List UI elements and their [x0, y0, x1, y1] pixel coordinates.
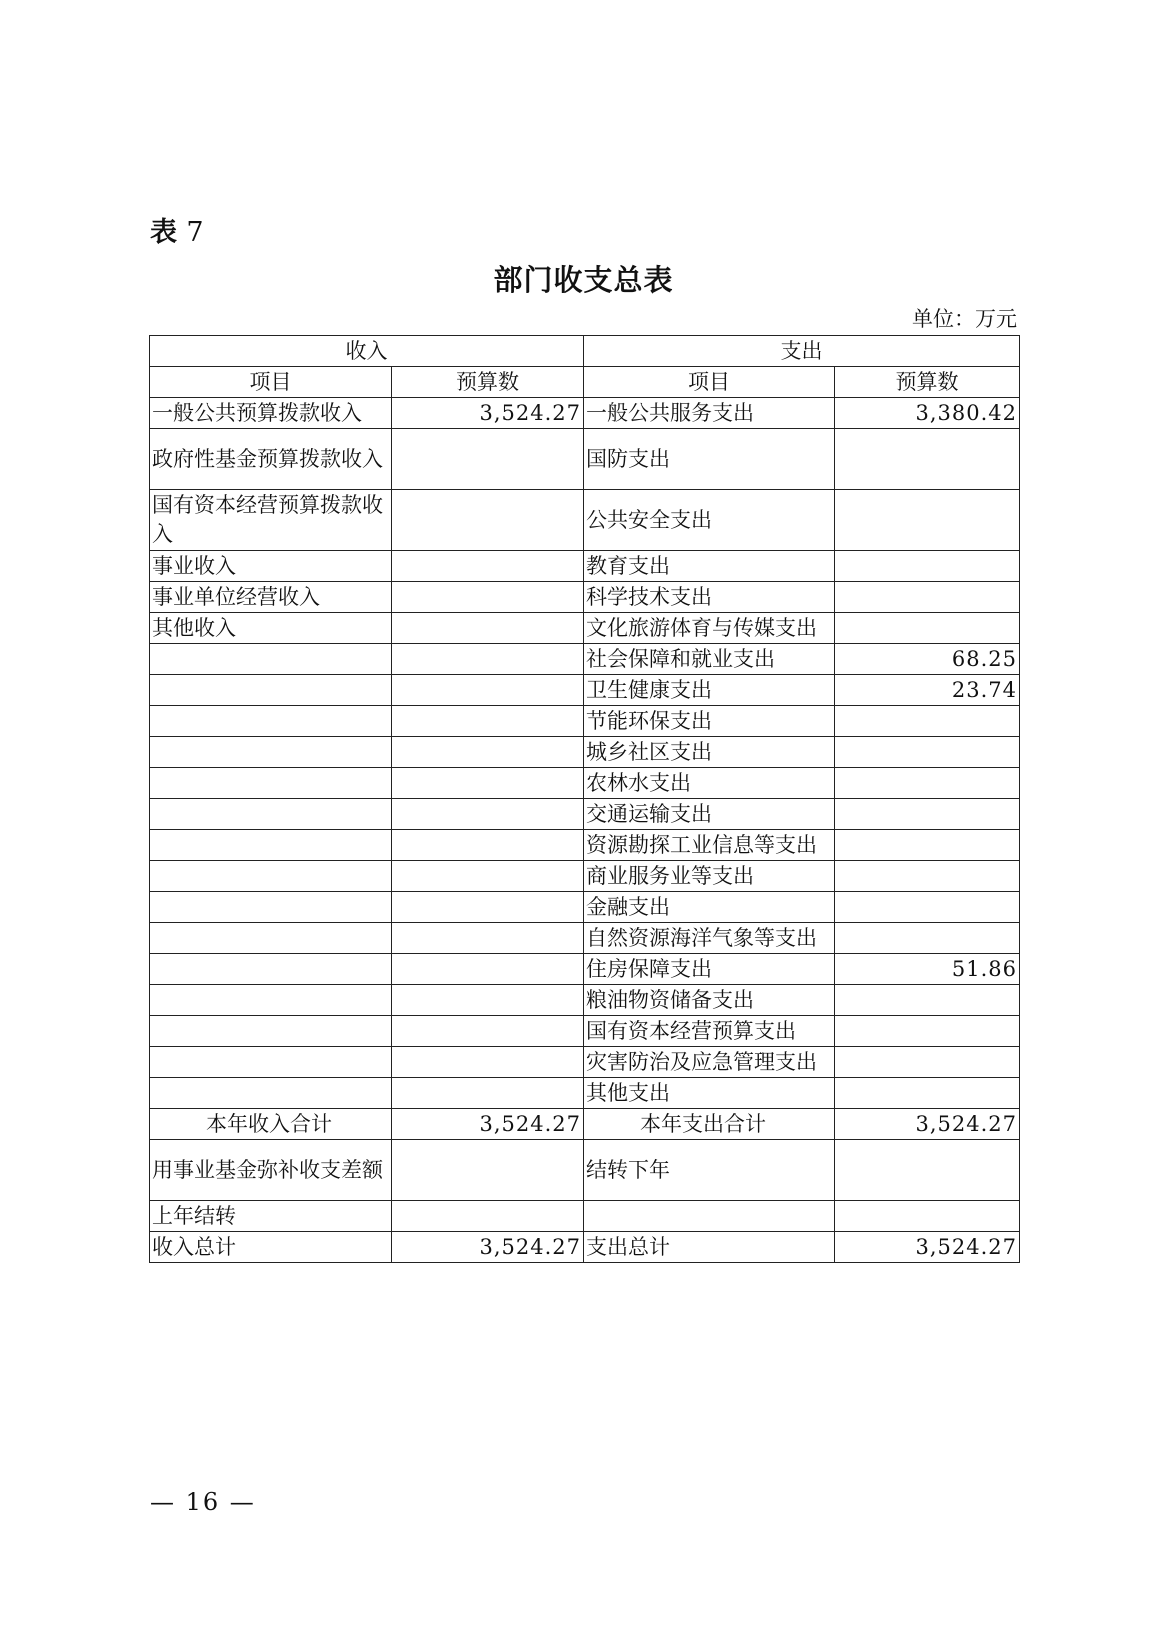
- expense-value: [835, 706, 1020, 737]
- table-row: [150, 1140, 1020, 1201]
- expense-value: [835, 923, 1020, 954]
- expense-value: 68.25: [835, 644, 1020, 675]
- expense-value: [835, 613, 1020, 644]
- income-item: [150, 861, 392, 892]
- table-row: [150, 1047, 1020, 1078]
- expense-subtotal-value: 3,524.27: [835, 1109, 1020, 1140]
- expense-value: [835, 1078, 1020, 1109]
- income-value: [392, 985, 584, 1016]
- income-value: [392, 1201, 584, 1232]
- income-item: [150, 1016, 392, 1047]
- expense-value: [835, 737, 1020, 768]
- expense-item: 住房保障支出: [584, 954, 835, 985]
- income-value: [392, 706, 584, 737]
- expense-value: [835, 830, 1020, 861]
- table-row: [150, 799, 1020, 830]
- income-value: [392, 892, 584, 923]
- table-row: [150, 551, 1020, 582]
- budget-table: [149, 335, 1020, 1263]
- income-item: [150, 985, 392, 1016]
- table-row: [150, 644, 1020, 675]
- expense-value: [835, 1201, 1020, 1232]
- expense-value: [835, 985, 1020, 1016]
- expense-item: 交通运输支出: [584, 799, 835, 830]
- table-row: [150, 1078, 1020, 1109]
- expense-item: 国有资本经营预算支出: [584, 1016, 835, 1047]
- income-total-value: 3,524.27: [392, 1232, 584, 1263]
- income-item: [150, 954, 392, 985]
- table-row: [150, 1016, 1020, 1047]
- table-row: [150, 830, 1020, 861]
- table-number: 7: [186, 217, 204, 248]
- expense-header: 支出: [584, 336, 1020, 367]
- income-value: [392, 1016, 584, 1047]
- income-item: 事业单位经营收入: [150, 582, 392, 613]
- income-value: [392, 737, 584, 768]
- expense-item: 公共安全支出: [584, 490, 835, 551]
- table-row: [150, 429, 1020, 490]
- expense-value: [835, 551, 1020, 582]
- expense-item: 金融支出: [584, 892, 835, 923]
- total-row: [150, 1232, 1020, 1263]
- table-row: [150, 1201, 1020, 1232]
- expense-item: 社会保障和就业支出: [584, 644, 835, 675]
- income-item: [150, 923, 392, 954]
- income-item: 国有资本经营预算拨款收入: [150, 490, 392, 551]
- income-value: [392, 490, 584, 551]
- page-title: 部门收支总表: [493, 263, 674, 297]
- expense-value: 51.86: [835, 954, 1020, 985]
- expense-item: 国防支出: [584, 429, 835, 490]
- income-budget-header: 预算数: [392, 367, 584, 398]
- income-value: [392, 768, 584, 799]
- table-row: [150, 923, 1020, 954]
- expense-item: 自然资源海洋气象等支出: [584, 923, 835, 954]
- income-item: [150, 830, 392, 861]
- income-value: [392, 582, 584, 613]
- income-item-header: 项目: [150, 367, 392, 398]
- expense-value: [835, 799, 1020, 830]
- expense-item: 粮油物资储备支出: [584, 985, 835, 1016]
- income-item: [150, 675, 392, 706]
- table-row: [150, 490, 1020, 551]
- table-row: [150, 675, 1020, 706]
- table-row: [150, 768, 1020, 799]
- income-value: [392, 1140, 584, 1201]
- income-item: [150, 644, 392, 675]
- table-row: [150, 582, 1020, 613]
- income-value: [392, 429, 584, 490]
- expense-value: [835, 892, 1020, 923]
- expense-item: 商业服务业等支出: [584, 861, 835, 892]
- income-item: [150, 1078, 392, 1109]
- expense-value: 23.74: [835, 675, 1020, 706]
- income-value: [392, 1078, 584, 1109]
- expense-item: 结转下年: [584, 1140, 835, 1201]
- income-value: [392, 1047, 584, 1078]
- table-row: [150, 954, 1020, 985]
- income-subtotal-value: 3,524.27: [392, 1109, 584, 1140]
- expense-value: [835, 1016, 1020, 1047]
- subtotal-row: [150, 1109, 1020, 1140]
- table-number-label: [150, 210, 204, 249]
- expense-item: 灾害防治及应急管理支出: [584, 1047, 835, 1078]
- table-row: [150, 706, 1020, 737]
- income-item: 上年结转: [150, 1201, 392, 1232]
- income-item: 事业收入: [150, 551, 392, 582]
- income-value: [392, 954, 584, 985]
- table-row: [150, 892, 1020, 923]
- income-value: [392, 551, 584, 582]
- income-item: [150, 1047, 392, 1078]
- expense-item: 教育支出: [584, 551, 835, 582]
- income-value: [392, 861, 584, 892]
- expense-item: [584, 1201, 835, 1232]
- expense-item: 科学技术支出: [584, 582, 835, 613]
- expense-value: [835, 490, 1020, 551]
- income-item: 用事业基金弥补收支差额: [150, 1140, 392, 1201]
- income-header: 收入: [150, 336, 584, 367]
- table-row: [150, 737, 1020, 768]
- income-value: [392, 923, 584, 954]
- expense-item-header: 项目: [584, 367, 835, 398]
- expense-item: 节能环保支出: [584, 706, 835, 737]
- expense-total-label: 支出总计: [584, 1232, 835, 1263]
- income-item: 政府性基金预算拨款收入: [150, 429, 392, 490]
- income-value: [392, 613, 584, 644]
- income-subtotal-label: 本年收入合计: [150, 1109, 392, 1140]
- income-value: [392, 830, 584, 861]
- page-number: — 16 —: [150, 1488, 256, 1516]
- expense-item: 文化旅游体育与传媒支出: [584, 613, 835, 644]
- income-item: [150, 768, 392, 799]
- table-row: [150, 985, 1020, 1016]
- income-item: [150, 892, 392, 923]
- income-value: [392, 675, 584, 706]
- expense-value: 3,380.42: [835, 398, 1020, 429]
- income-item: [150, 706, 392, 737]
- table-row: [150, 613, 1020, 644]
- expense-value: [835, 582, 1020, 613]
- expense-subtotal-label: 本年支出合计: [584, 1109, 835, 1140]
- table-label: 表: [150, 217, 177, 248]
- expense-budget-header: 预算数: [835, 367, 1020, 398]
- expense-item: 一般公共服务支出: [584, 398, 835, 429]
- expense-value: [835, 1047, 1020, 1078]
- expense-total-value: 3,524.27: [835, 1232, 1020, 1263]
- income-item: [150, 799, 392, 830]
- income-value: 3,524.27: [392, 398, 584, 429]
- income-value: [392, 644, 584, 675]
- expense-item: 城乡社区支出: [584, 737, 835, 768]
- expense-item: 资源勘探工业信息等支出: [584, 830, 835, 861]
- table-row: [150, 398, 1020, 429]
- expense-item: 卫生健康支出: [584, 675, 835, 706]
- income-total-label: 收入总计: [150, 1232, 392, 1263]
- unit-label: 单位：万元: [912, 307, 1017, 331]
- expense-item: 其他支出: [584, 1078, 835, 1109]
- expense-value: [835, 429, 1020, 490]
- income-item: 一般公共预算拨款收入: [150, 398, 392, 429]
- expense-value: [835, 768, 1020, 799]
- expense-value: [835, 861, 1020, 892]
- income-item: 其他收入: [150, 613, 392, 644]
- income-value: [392, 799, 584, 830]
- table-row: [150, 861, 1020, 892]
- expense-item: 农林水支出: [584, 768, 835, 799]
- income-item: [150, 737, 392, 768]
- expense-value: [835, 1140, 1020, 1201]
